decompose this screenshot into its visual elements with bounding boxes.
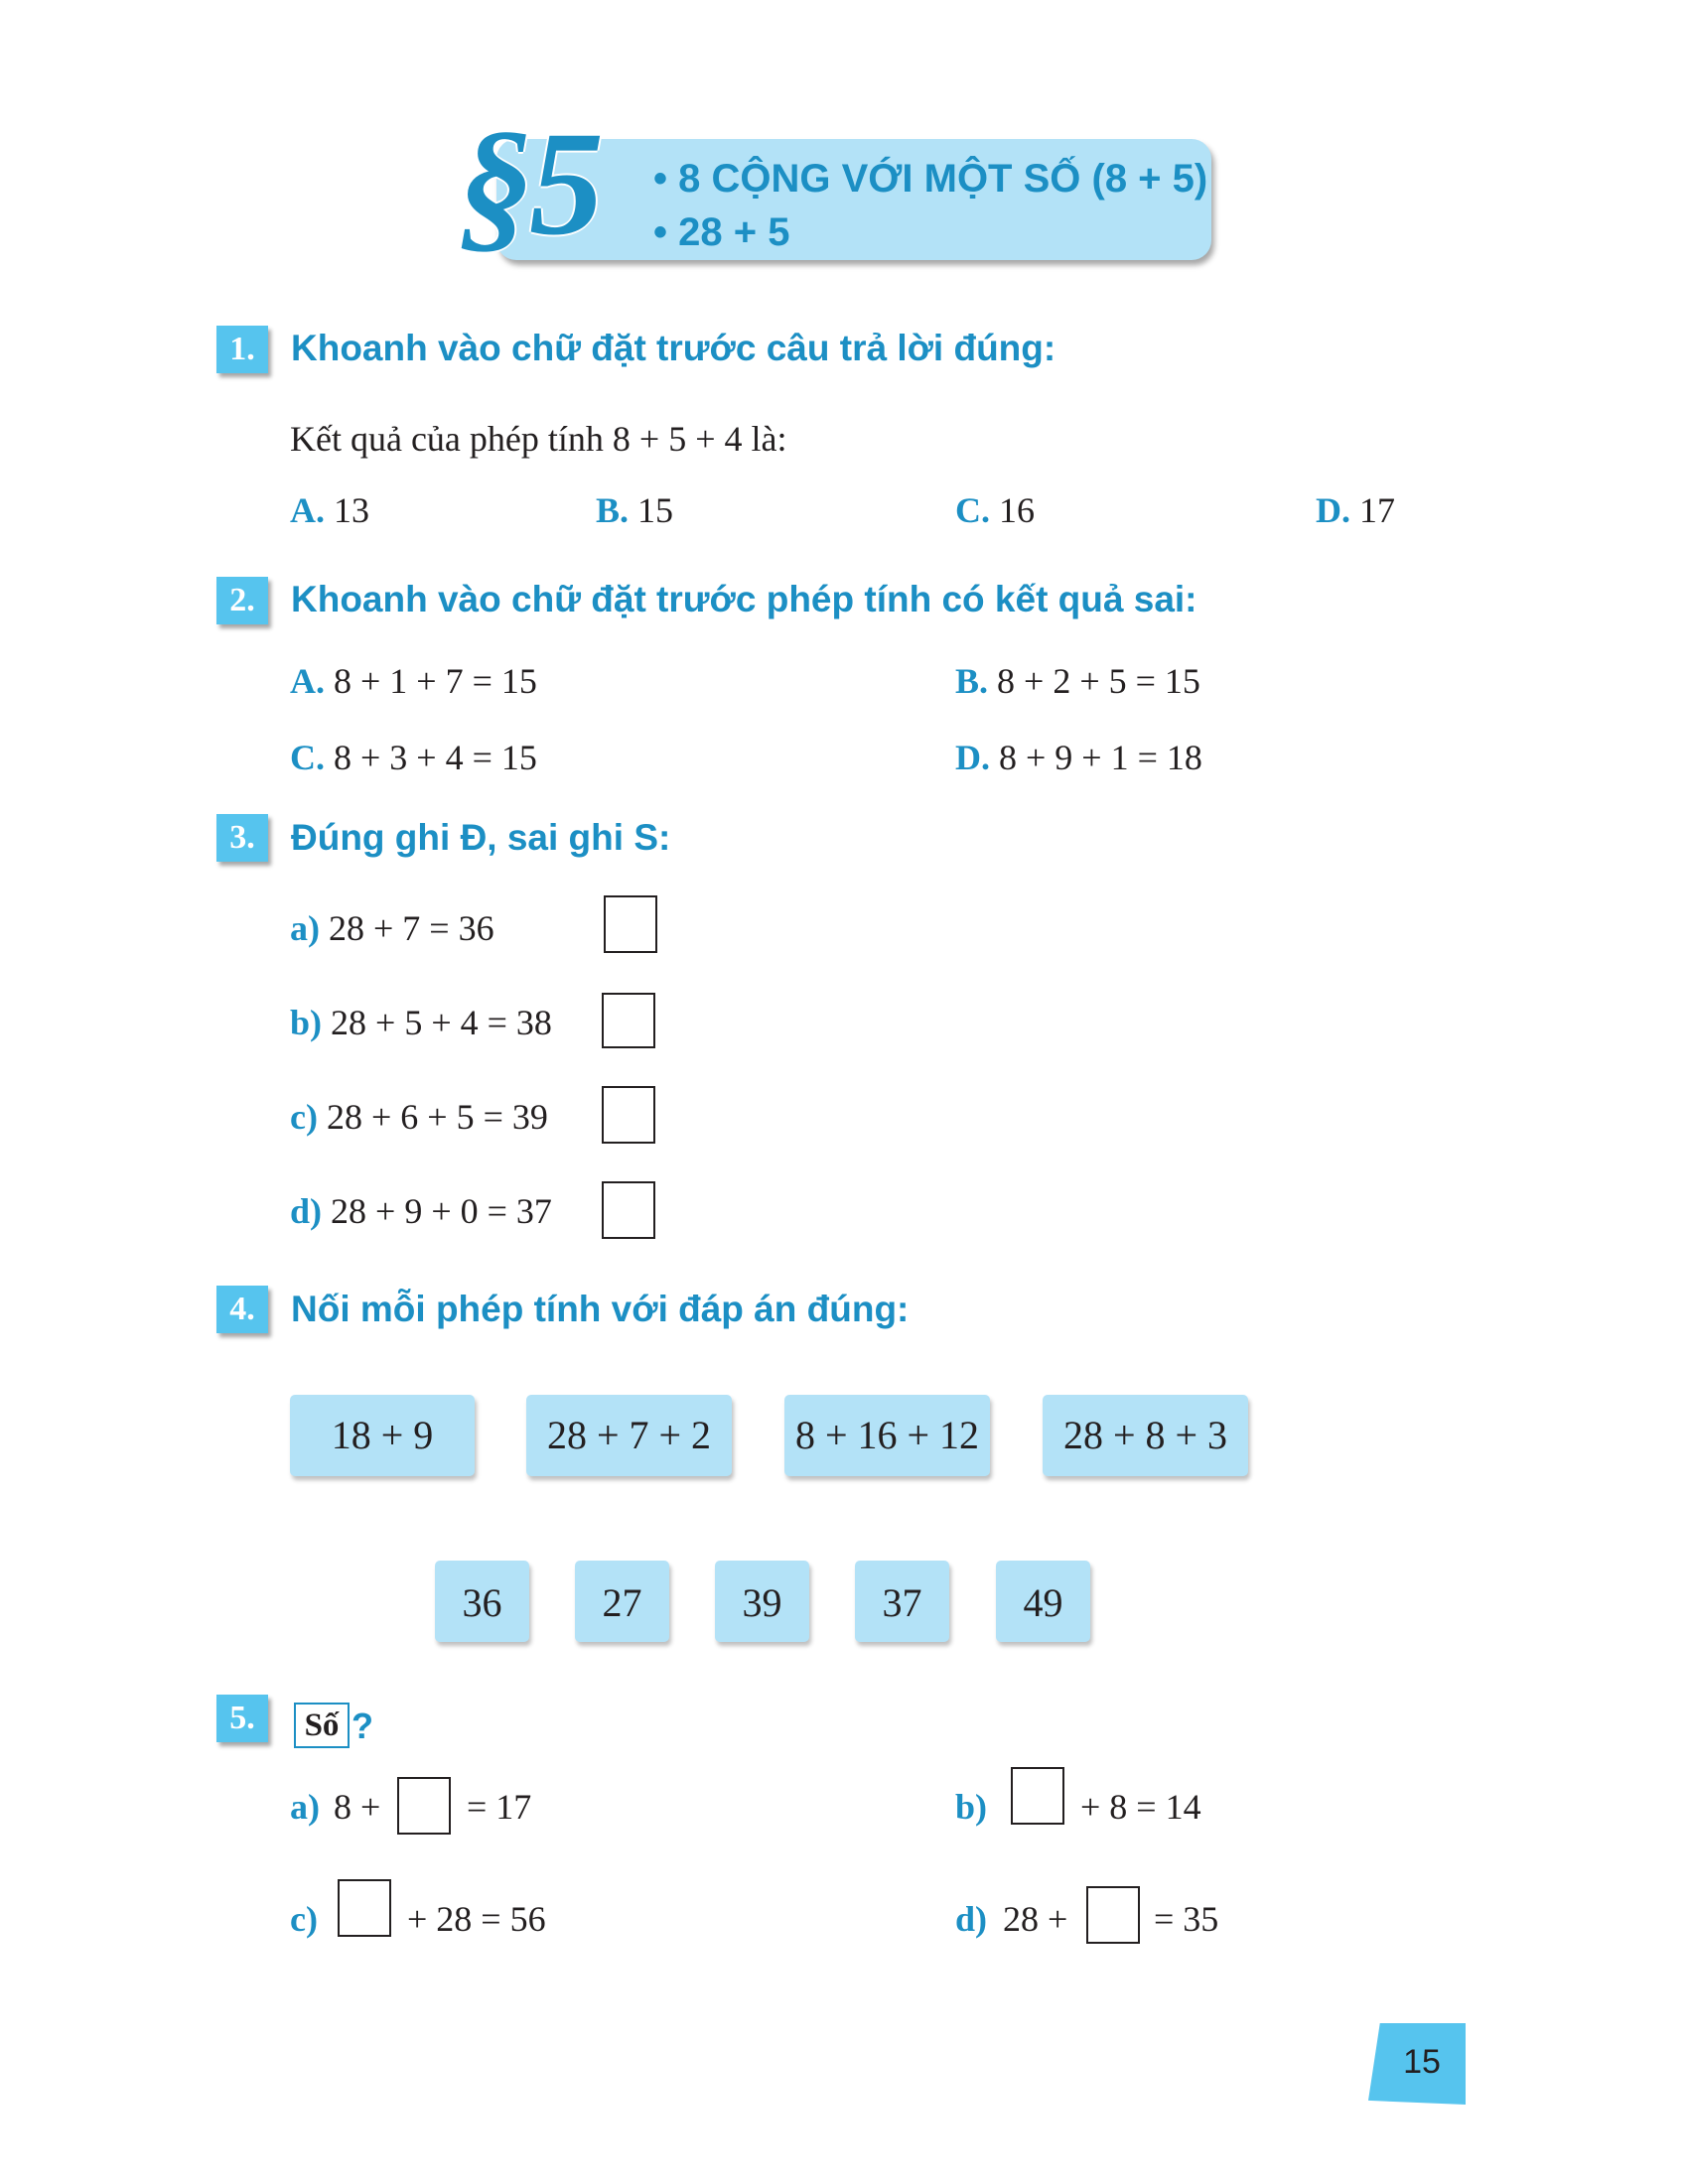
fill-in-box-a[interactable] [397,1777,451,1835]
option-label: A. [290,490,325,530]
q2-option-b[interactable] [955,663,1200,699]
option-label: B. [596,490,630,530]
q1-option-b[interactable] [596,492,673,528]
option-text: 8 + 9 + 1 = 18 [999,738,1202,777]
q1-option-d[interactable] [1316,492,1395,528]
q5-before-d: 28 + [1003,1899,1068,1939]
answer-box-c[interactable] [602,1086,655,1144]
question-prompt-1: Kết quả của phép tính 8 + 5 + 4 là: [290,419,787,459]
question-number-4: 4. [216,1286,268,1333]
item-label: d) [290,1191,323,1231]
question-number-1: 1. [216,326,268,373]
q3-item-d [290,1193,552,1229]
so-label-box: Số [294,1703,350,1748]
q5-label-c: c) [290,1899,318,1939]
q3-item-a [290,910,494,946]
expression-card[interactable]: 18 + 9 [290,1395,475,1476]
q5-after-a: = 17 [467,1787,532,1827]
q5-before-a: 8 + [334,1787,381,1827]
option-text: 16 [999,490,1035,530]
q5-after-c: + 28 = 56 [407,1899,546,1939]
option-text: 13 [334,490,369,530]
q3-item-c [290,1099,548,1135]
q1-option-c[interactable] [955,492,1035,528]
answer-box-a[interactable] [604,895,657,953]
q5-after-b: + 8 = 14 [1080,1787,1201,1827]
option-text: 8 + 2 + 5 = 15 [997,661,1200,701]
q5-label-a: a) [290,1787,320,1827]
question-title-1: Khoanh vào chữ đặt trước câu trả lời đúng: [291,328,1056,368]
answer-card[interactable]: 27 [575,1561,669,1642]
answer-card[interactable]: 49 [996,1561,1090,1642]
q5-label-b: b) [955,1787,988,1827]
question-number-3: 3. [216,814,268,862]
section-topic-2: • 28 + 5 [653,210,790,254]
item-text: 28 + 6 + 5 = 39 [326,1097,548,1137]
question-number-5: 5. [216,1695,268,1742]
option-text: 15 [637,490,674,530]
q3-item-b [290,1005,552,1040]
q2-option-d[interactable] [955,740,1202,775]
answer-card[interactable]: 39 [715,1561,809,1642]
question-title-4: Nối mỗi phép tính với đáp án đúng: [291,1289,910,1329]
q1-option-a[interactable] [290,492,369,528]
question-number-2: 2. [216,577,268,624]
option-label: A. [290,661,325,701]
section-topic-1: • 8 CỘNG VỚI MỘT SỐ (8 + 5) [653,157,1208,201]
option-text: 17 [1359,490,1395,530]
expression-card[interactable]: 28 + 7 + 2 [526,1395,732,1476]
q5-label-d: d) [955,1899,988,1939]
question-mark: ? [352,1706,373,1746]
question-title-2: Khoanh vào chữ đặt trước phép tính có kết quả sai: [291,579,1197,619]
expression-card[interactable]: 8 + 16 + 12 [784,1395,990,1476]
expression-card[interactable]: 28 + 8 + 3 [1043,1395,1248,1476]
fill-in-box-b[interactable] [1011,1767,1064,1825]
item-label: c) [290,1097,318,1137]
item-text: 28 + 5 + 4 = 38 [331,1003,552,1042]
option-text: 8 + 3 + 4 = 15 [334,738,537,777]
answer-box-d[interactable] [602,1181,655,1239]
answer-box-b[interactable] [602,993,655,1048]
option-label: C. [290,738,325,777]
fill-in-box-d[interactable] [1086,1886,1140,1944]
option-label: B. [955,661,989,701]
answer-card[interactable]: 36 [435,1561,529,1642]
page-number: 15 [1403,2043,1441,2081]
option-label: D. [1316,490,1350,530]
q2-option-c[interactable] [290,740,537,775]
question-title-3: Đúng ghi Đ, sai ghi S: [291,817,671,858]
answer-card[interactable]: 37 [855,1561,949,1642]
q2-option-a[interactable] [290,663,537,699]
item-label: b) [290,1003,323,1042]
item-label: a) [290,908,320,948]
option-label: C. [955,490,990,530]
item-text: 28 + 7 = 36 [329,908,494,948]
fill-in-box-c[interactable] [338,1879,391,1937]
item-text: 28 + 9 + 0 = 37 [331,1191,552,1231]
section-number: §5 [459,101,600,266]
q5-after-d: = 35 [1154,1899,1219,1939]
option-text: 8 + 1 + 7 = 15 [334,661,537,701]
option-label: D. [955,738,990,777]
